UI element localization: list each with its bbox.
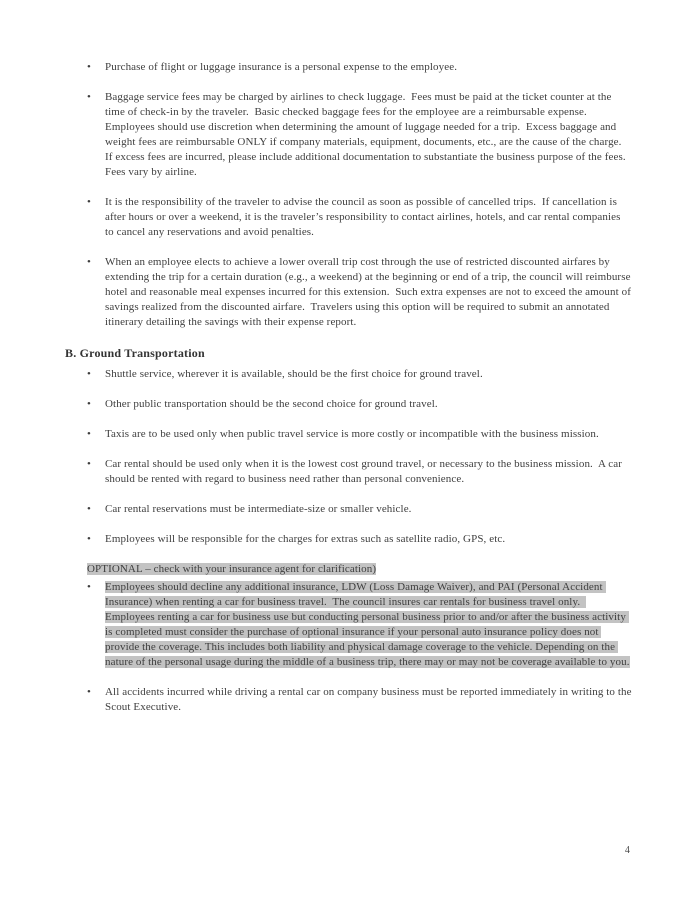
air-travel-bullet-list (65, 60, 632, 330)
bullet-item-baggage-fees (65, 90, 632, 180)
bullet-text: All accidents incurred while driving a rental car on company business must be reported immediately in writing to the Scout Executive. (105, 686, 635, 713)
bullet-item-cancelled-trips (65, 195, 632, 240)
bullet-item-flight-insurance (65, 60, 632, 75)
bullet-text: It is the responsibility of the traveler to advise the council as soon as possible of cancelled trips. If cancellation is after hours or over a weekend, it is the traveler’s responsibility to contact airlines, hotels, and car rental companies to cancel any reservations and avoid penalties. (105, 196, 624, 238)
bullet-text: Taxis are to be used only when public travel service is more costly or incompatible with the business mission. (105, 428, 599, 440)
bullet-item-taxis (65, 427, 632, 442)
bullet-text: When an employee elects to achieve a lower overall trip cost through the use of restricted discounted airfares by extending the trip for a certain duration (e.g., a weekend) at the beginning or end of a trip, the council will reimburse hotel and reasonable meal expenses incurred for this extension. Such extra expenses are not to exceed the amount of savings realized from the discounted airfare. Travelers using this option will be required to submit an annotated itinerary detailing the savings with their expense report. (105, 256, 634, 328)
bullet-item-rental-extras (65, 532, 632, 547)
bullet-item-accidents (65, 685, 635, 715)
bullet-text: Car rental reservations must be intermediate-size or smaller vehicle. (105, 503, 412, 515)
bullet-item-rental-size (65, 502, 632, 517)
accidents-bullet-list (65, 685, 635, 715)
highlighted-text: OPTIONAL – check with your insurance agent for clarification) (87, 563, 377, 575)
ground-transportation-bullet-list (65, 367, 632, 547)
bullet-item-shuttle (65, 367, 632, 382)
section-b-heading: B. Ground Transportation (65, 346, 205, 360)
page-number: 4 (624, 845, 630, 856)
optional-note-intro-line (87, 562, 632, 577)
bullet-item-discounted-airfares (65, 255, 632, 330)
bullet-item-car-rental (65, 457, 632, 487)
bullet-text: Employees will be responsible for the charges for extras such as satellite radio, GPS, etc. (105, 533, 506, 545)
optional-insurance-bullet-list (65, 580, 632, 670)
bullet-text: Shuttle service, wherever it is available, should be the first choice for ground travel. (105, 368, 483, 380)
bullet-item-decline-insurance (65, 580, 632, 670)
bullet-text: Purchase of flight or luggage insurance is a personal expense to the employee. (105, 61, 458, 73)
bullet-text: Baggage service fees may be charged by airlines to check luggage. Fees must be paid at the ticket counter at the time of check-in by the traveler. Basic checked baggage fees for the employee are a reimbursable expense. Employees should use discretion when determining the amount of luggage needed for a trip. Excess baggage and weight fees are reimbursable ONLY if company materials, equipment, documents, etc., are the cause of the charge. If excess fees are incurred, please include additional documentation to substantiate the business purpose of the fees. Fees vary by airline. (105, 91, 632, 178)
bullet-text: Other public transportation should be the second choice for ground travel. (105, 398, 438, 410)
bullet-text: Car rental should be used only when it is the lowest cost ground travel, or necessary to the business mission. A car should be rented with regard to business need rather than personal convenience. (105, 458, 625, 485)
bullet-item-public-transportation (65, 397, 632, 412)
highlighted-text: Employees should decline any additional insurance, LDW (Loss Damage Waiver), and PAI (Personal Accident Insurance) when renting a car for business travel. The council insures car rentals for business travel only. Employees renting a car for business use but conducting personal business prior to and/or after the business activity is completed must consider the purchase of optional insurance if your personal auto insurance policy does not provide the coverage. This includes both liability and physical damage coverage to the vehicle. Depending on the nature of the personal usage during the middle of a business trip, there may or may not be coverage available to you. (105, 581, 630, 668)
